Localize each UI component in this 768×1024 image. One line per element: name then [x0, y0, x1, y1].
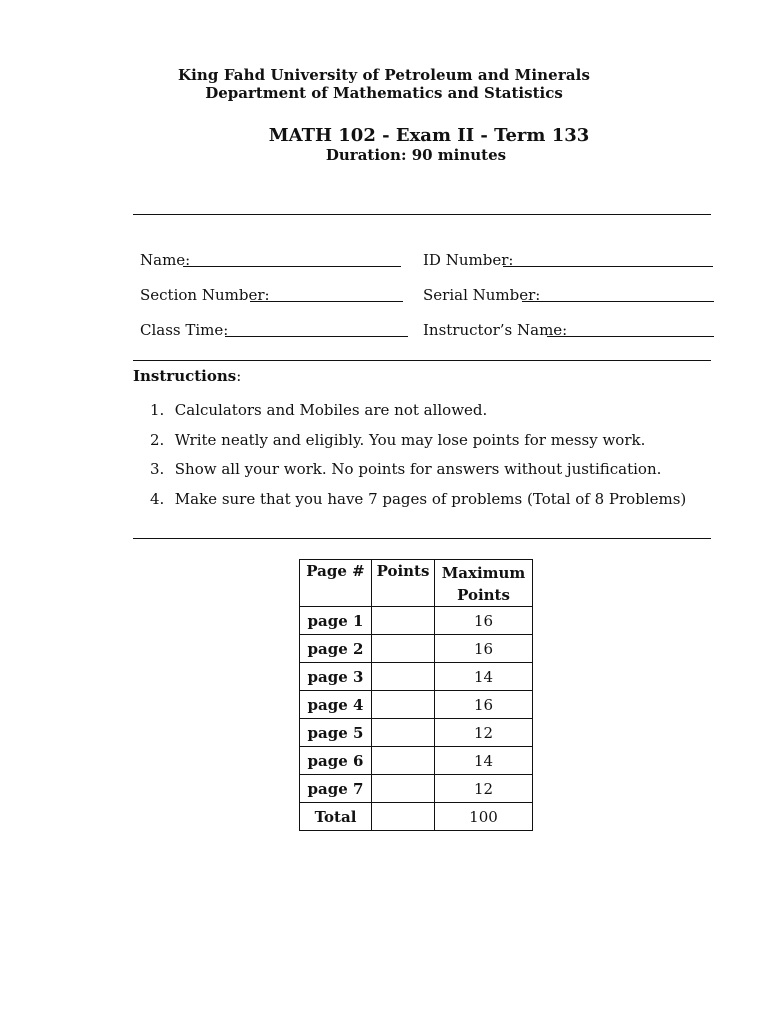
section-number-line[interactable] — [250, 301, 403, 302]
points-cell[interactable] — [372, 635, 435, 663]
points-cell[interactable] — [372, 775, 435, 803]
page-cell: page 4 — [300, 691, 372, 719]
section-number-field[interactable] — [140, 286, 270, 304]
page-cell: page 5 — [300, 719, 372, 747]
instructions-heading — [133, 367, 241, 385]
divider-middle — [133, 360, 711, 361]
max-points-cell: 16 — [435, 691, 533, 719]
table-row — [300, 663, 533, 691]
divider-top — [133, 214, 711, 215]
max-points-cell: 14 — [435, 747, 533, 775]
class-time-field[interactable] — [140, 321, 228, 339]
max-points-cell: 12 — [435, 719, 533, 747]
class-time-line[interactable] — [225, 336, 408, 337]
table-row — [300, 775, 533, 803]
instruction-number: 3. — [150, 460, 165, 478]
table-row — [300, 747, 533, 775]
name-field[interactable] — [140, 251, 190, 269]
class-time-label: Class Time: — [140, 321, 229, 339]
instruction-text: Write neatly and eligibly. You may lose points for messy work. — [174, 431, 646, 449]
section-number-label: Section Number: — [140, 286, 270, 304]
total-label-cell: Total — [300, 803, 372, 831]
instruction-item — [150, 490, 686, 508]
points-cell[interactable] — [372, 663, 435, 691]
total-points-cell[interactable] — [372, 803, 435, 831]
instruction-number: 4. — [150, 490, 165, 508]
table-row — [300, 635, 533, 663]
max-points-cell: 12 — [435, 775, 533, 803]
page-cell: page 3 — [300, 663, 372, 691]
instruction-text: Show all your work. No points for answers without justification. — [174, 460, 662, 478]
serial-number-field[interactable] — [423, 286, 540, 304]
table-row — [300, 719, 533, 747]
name-line[interactable] — [183, 266, 401, 267]
instruction-item — [150, 401, 487, 419]
instruction-text: Make sure that you have 7 pages of problems (Total of 8 Problems) — [174, 490, 687, 508]
instructor-name-label: Instructor’s Name: — [423, 321, 568, 339]
id-number-line[interactable] — [503, 266, 713, 267]
points-cell[interactable] — [372, 607, 435, 635]
instructions-heading-colon: : — [236, 367, 242, 385]
header-maximum-line1: Maximum — [441, 564, 526, 582]
header-points: Points — [372, 560, 435, 607]
max-points-cell: 16 — [435, 607, 533, 635]
exam-duration: Duration: 90 minutes — [325, 146, 507, 164]
header-maximum-points — [435, 560, 533, 607]
divider-bottom — [133, 538, 711, 539]
points-cell[interactable] — [372, 691, 435, 719]
instruction-item — [150, 460, 661, 478]
max-points-cell: 14 — [435, 663, 533, 691]
points-cell[interactable] — [372, 747, 435, 775]
table-row-total — [300, 803, 533, 831]
header-page-number: Page # — [300, 560, 372, 607]
table-row — [300, 607, 533, 635]
id-number-field[interactable] — [423, 251, 513, 269]
name-label: Name: — [140, 251, 191, 269]
total-max-points-cell: 100 — [435, 803, 533, 831]
page-cell: page 7 — [300, 775, 372, 803]
page-cell: page 6 — [300, 747, 372, 775]
instruction-number: 1. — [150, 401, 165, 419]
score-table — [299, 559, 533, 831]
max-points-cell: 16 — [435, 635, 533, 663]
instructor-name-field[interactable] — [423, 321, 567, 339]
score-table-header-row — [300, 560, 533, 607]
exam-title: MATH 102 - Exam II - Term 133 — [268, 125, 590, 146]
id-number-label: ID Number: — [423, 251, 514, 269]
points-cell[interactable] — [372, 719, 435, 747]
instruction-number: 2. — [150, 431, 165, 449]
table-row — [300, 691, 533, 719]
page-cell: page 1 — [300, 607, 372, 635]
page-cell: page 2 — [300, 635, 372, 663]
university-name: King Fahd University of Petroleum and Minerals — [177, 66, 590, 84]
instruction-text: Calculators and Mobiles are not allowed. — [174, 401, 488, 419]
instruction-item — [150, 431, 645, 449]
header-maximum-line2: Points — [457, 586, 510, 604]
instructor-name-line[interactable] — [547, 336, 714, 337]
instructions-heading-text: Instructions — [133, 367, 237, 385]
department-name: Department of Mathematics and Statistics — [205, 84, 563, 102]
serial-number-label: Serial Number: — [423, 286, 541, 304]
serial-number-line[interactable] — [522, 301, 714, 302]
